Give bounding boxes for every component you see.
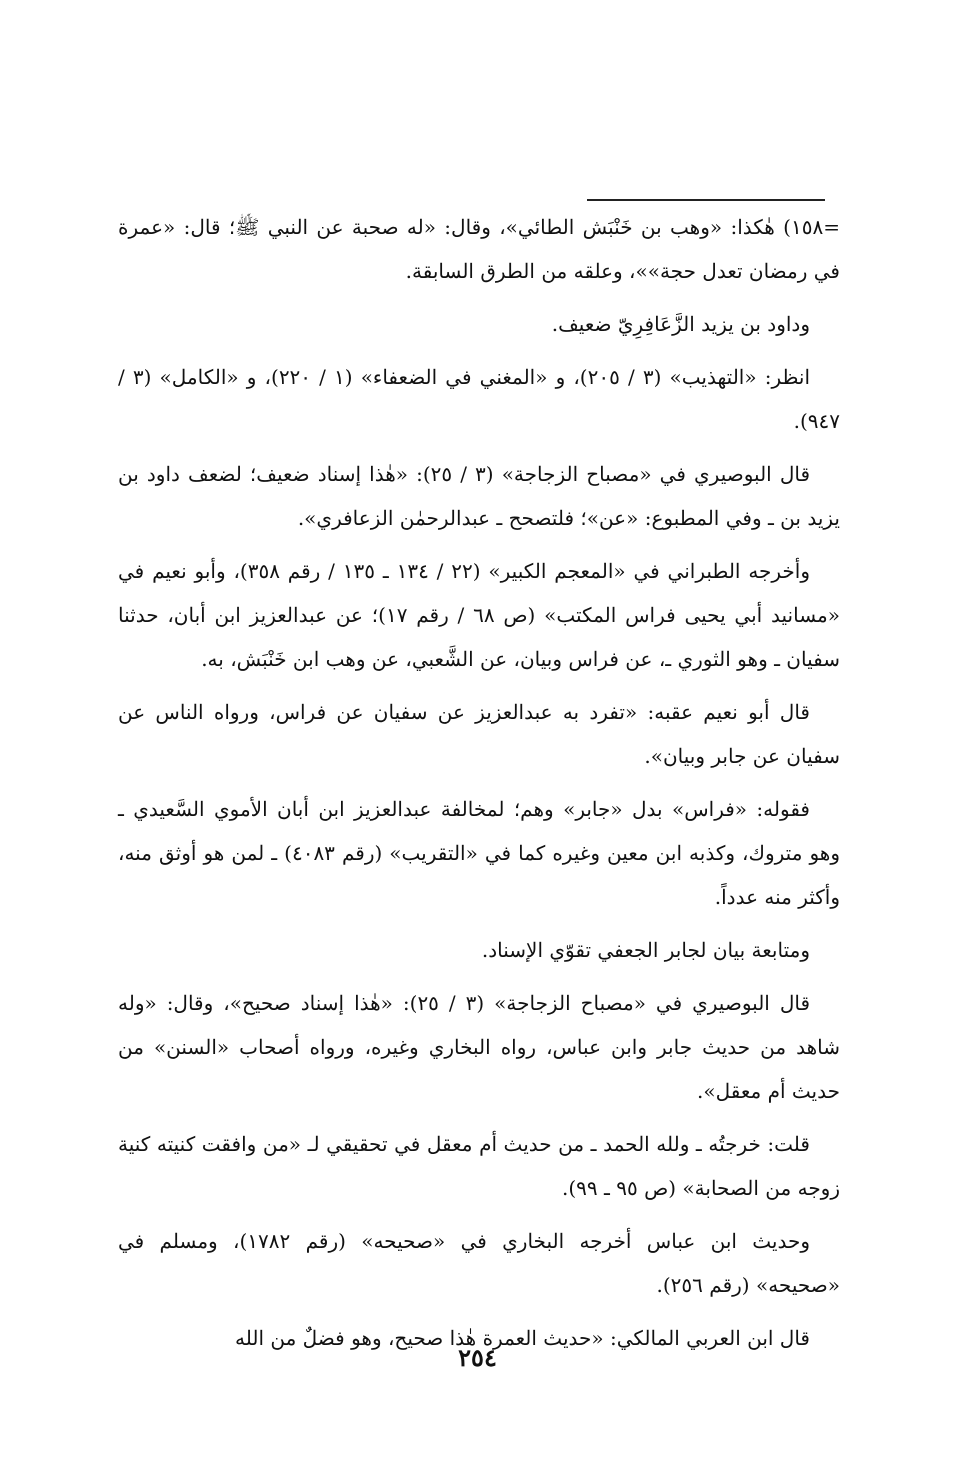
footnote-paragraph: وحديث ابن عباس أخرجه البخاري في «صحيحه» (رقم ١٧٨٢)، ومسلم في «صحيحه» (رقم ٢٥٦). <box>118 1229 840 1297</box>
footnote-paragraph: قلت: خرجتُه ـ ولله الحمد ـ من حديث أم معقل في تحقيقي لـ «من وافقت كنيته كنية زوجه من الصحابة» (ص ٩٥ ـ ٩٩). <box>118 1132 840 1200</box>
footnote-separator-rule <box>587 199 825 201</box>
footnote-paragraph: قال البوصيري في «مصباح الزجاجة» (٣ / ٢٥): «هٰذا إسناد صحيح»، وقال: «وله شاهد من حديث جابر وابن عباس، رواه البخاري وغيره، ورواه أصحاب «السنن» من حديث أم معقل». <box>118 991 840 1103</box>
footnote-paragraph: =١٥٨) هٰكذا: «وهب بن خَنْبَش الطائي»، وقال: «له صحبة عن النبي ﷺ؛ قال: «عمرة في رمضان تعدل حجة»»، وعلقه من الطرق السابقة. <box>118 215 840 283</box>
footnote-paragraph: انظر: «التهذيب» (٣ / ٢٠٥)، و «المغني في الضعفاء» (١ / ٢٢٠)، و «الكامل» (٣ / ٩٤٧). <box>118 365 840 433</box>
footnote-paragraph: ومتابعة بيان لجابر الجعفي تقوّي الإسناد. <box>481 938 810 962</box>
footnote-paragraph: قال أبو نعيم عقبه: «تفرد به عبدالعزيز عن سفيان عن فراس، ورواه الناس عن سفيان عن جابر وبيان». <box>118 700 840 768</box>
footnote-body <box>118 205 840 1360</box>
footnote-paragraph: قال البوصيري في «مصباح الزجاجة» (٣ / ٢٥): «هٰذا إسناد ضعيف؛ لضعف داود بن يزيد بن ـ وفي المطبوع: «عن»؛ فلتصحح ـ عبدالرحمٰن الزعافري». <box>118 462 840 530</box>
footnote-paragraph: قال ابن العربي المالكي: «حديث العمرة هٰذا صحيح، وهو فضلٌ من الله <box>235 1326 810 1350</box>
page-number: ٢٥٤ <box>458 1343 497 1372</box>
footnote-paragraph: وداود بن يزيد الزَّعَافِرِيّ ضعيف. <box>551 312 810 336</box>
footnote-paragraph: فقوله: «فراس» بدل «جابر» وهم؛ لمخالفة عبدالعزيز ابن أبان الأموي السَّعيدي ـ وهو متروك، وكذبه ابن معين وغيره كما في «التقريب» (رقم ٤٠٨٣) ـ لمن هو أوثق منه، وأكثر منه عدداً. <box>118 797 840 909</box>
footnote-paragraph: وأخرجه الطبراني في «المعجم الكبير» (٢٢ / ١٣٤ ـ ١٣٥ / رقم ٣٥٨)، وأبو نعيم في «مسانيد أبي يحيى فراس المكتب» (ص ٦٨ / رقم ١٧)؛ عن عبدالعزيز ابن أبان، حدثنا سفيان ـ وهو الثوري ـ، عن فراس وبيان، عن الشَّعبي، عن وهب ابن خَنْبَش، به. <box>118 559 841 671</box>
